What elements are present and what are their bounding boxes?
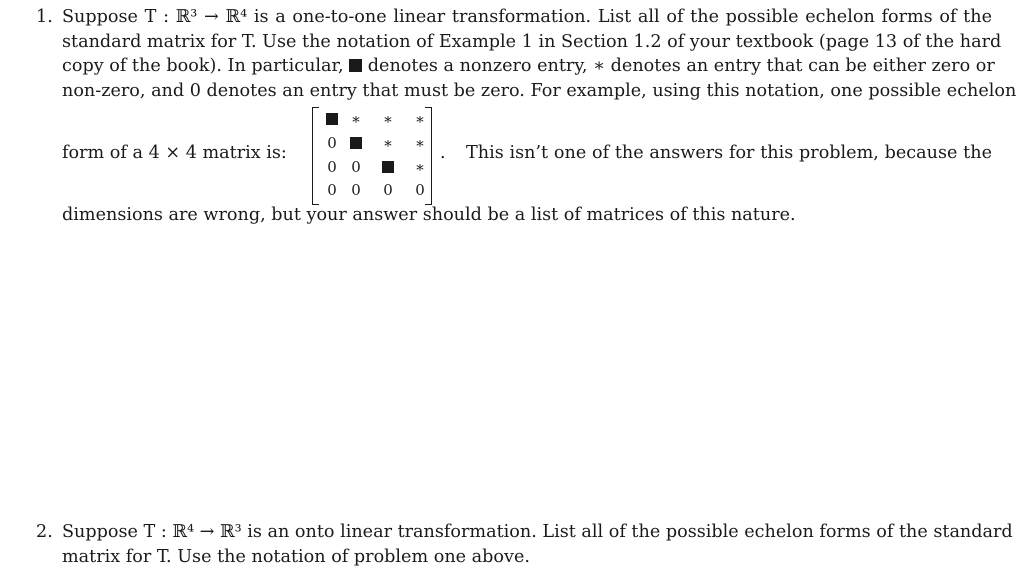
matrix-cell: ∗ bbox=[350, 110, 362, 128]
matrix-cell bbox=[346, 132, 366, 154]
problem-1-number: 1. bbox=[36, 7, 53, 27]
example-matrix bbox=[312, 107, 432, 203]
matrix-cell: 0 bbox=[327, 158, 337, 176]
problem-2-number: 2. bbox=[36, 522, 53, 542]
matrix-cell: ∗ bbox=[414, 158, 426, 176]
matrix-period: . bbox=[440, 143, 446, 163]
matrix-cell: 0 bbox=[383, 181, 393, 199]
nonzero-entry-square-icon bbox=[382, 161, 394, 173]
problem-2-line-2: matrix for T. Use the notation of problem one above. bbox=[62, 546, 530, 567]
problem-1-line-3 bbox=[62, 54, 995, 79]
matrix-cell: ∗ bbox=[414, 110, 426, 128]
problem-2-line-1: Suppose T : ℝ⁴ → ℝ³ is an onto linear transformation. List all of the possible echelon forms of the standard bbox=[62, 522, 1013, 542]
problem-2 bbox=[36, 520, 1013, 569]
problem-1-line-1: Suppose T : ℝ³ → ℝ⁴ is a one-to-one linear transformation. List all of the possible echelon forms of the bbox=[62, 7, 992, 27]
example-matrix-row bbox=[62, 107, 992, 203]
problem-2-text bbox=[62, 520, 1013, 569]
matrix-lead-text: form of a 4 × 4 matrix is: bbox=[62, 143, 287, 163]
matrix-cell: ∗ bbox=[382, 134, 394, 152]
nonzero-entry-square-icon bbox=[349, 59, 362, 72]
matrix-cell: ∗ bbox=[414, 134, 426, 152]
matrix-cell bbox=[322, 108, 342, 130]
problem-1-line-2: standard matrix for T. Use the notation of Example 1 in Section 1.2 of your textbook (page 13 of the hard bbox=[62, 31, 1002, 52]
problem-1-line-4: non-zero, and 0 denotes an entry that must be zero. For example, using this notation, one possible echelon bbox=[62, 80, 1017, 101]
matrix-cell bbox=[378, 156, 398, 178]
matrix-cell: 0 bbox=[351, 181, 361, 199]
problem-1 bbox=[36, 5, 1017, 228]
problem-1-line-3b: denotes a nonzero entry, ∗ denotes an entry that can be either zero or bbox=[367, 56, 995, 76]
matrix-cell: 0 bbox=[415, 181, 425, 199]
nonzero-entry-square-icon bbox=[326, 113, 338, 125]
problem-1-line-6: dimensions are wrong, but your answer should be a list of matrices of this nature. bbox=[62, 205, 796, 225]
matrix-cell: 0 bbox=[327, 181, 337, 199]
problem-1-line-3a: copy of the book). In particular, bbox=[62, 56, 344, 76]
matrix-cell: ∗ bbox=[382, 110, 394, 128]
problem-1-text bbox=[62, 5, 1017, 228]
nonzero-entry-square-icon bbox=[350, 137, 362, 149]
matrix-tail-text: This isn’t one of the answers for this problem, because the bbox=[466, 143, 992, 163]
matrix-cell: 0 bbox=[327, 134, 337, 152]
matrix-cell: 0 bbox=[351, 158, 361, 176]
matrix-left-bracket bbox=[312, 107, 319, 205]
